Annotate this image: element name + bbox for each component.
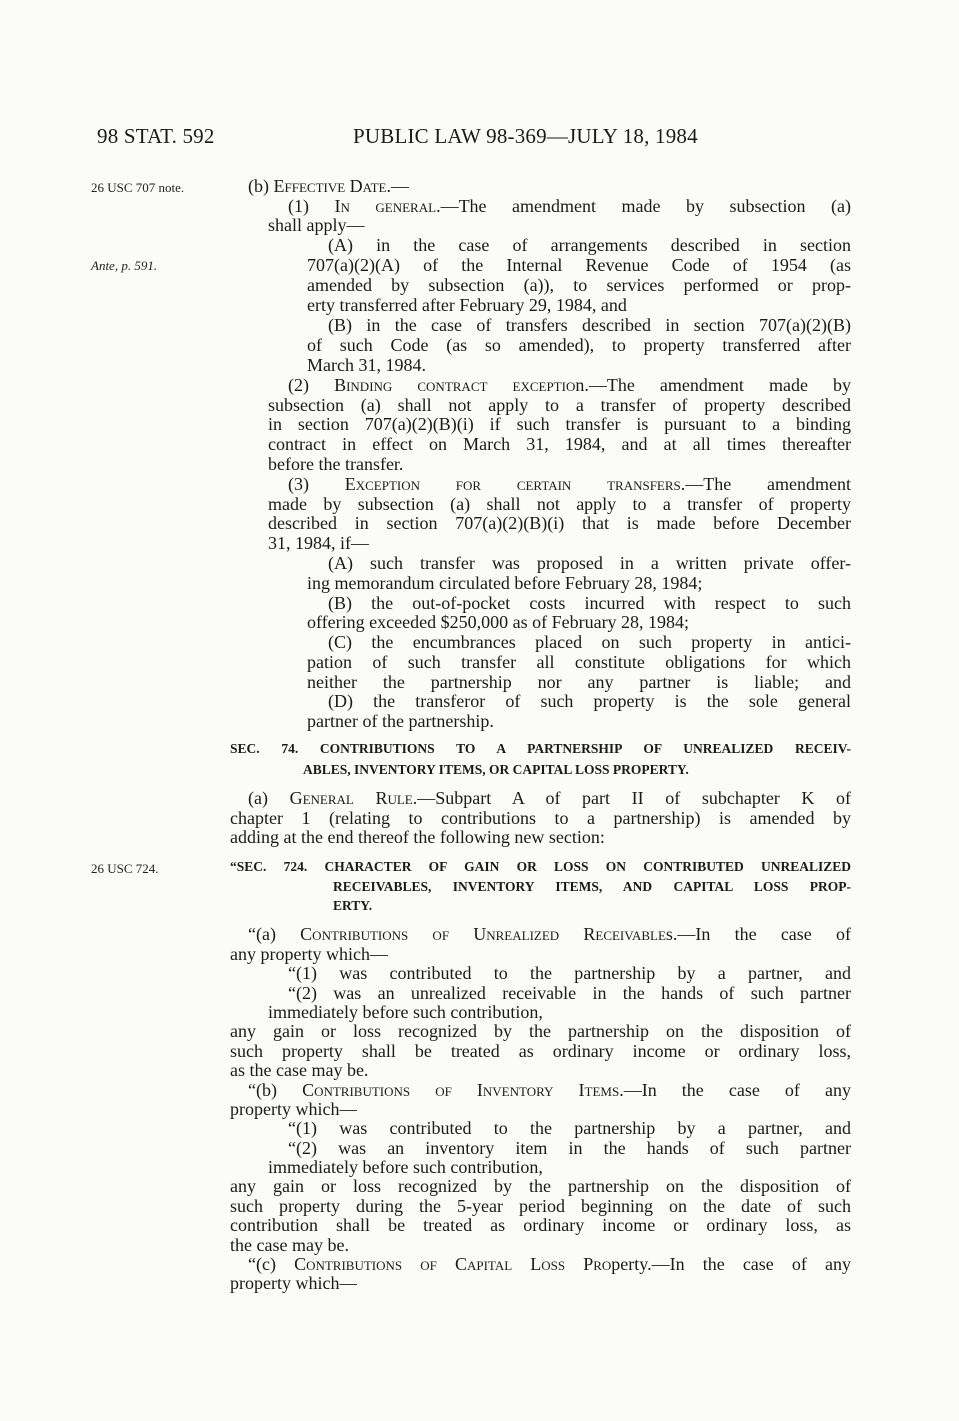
small-caps-heading: Exception for certain transfers. — [344, 474, 686, 494]
small-caps-heading: Effective Date. — [273, 176, 391, 196]
small-caps-heading: Binding contract exceptio — [334, 375, 576, 395]
text-line: contribution shall be treated as ordinary income or ordinary loss, as — [230, 1215, 851, 1235]
running-title: PUBLIC LAW 98-369—JULY 18, 1984 — [353, 124, 698, 148]
section-heading-line: “SEC. 724. CHARACTER OF GAIN OR LOSS ON CONTRIBUTED UNREALIZED — [230, 859, 851, 874]
text-line: 31, 1984, if— — [268, 533, 369, 553]
text-line: chapter 1 (relating to contributions to a partnership) is amended by — [230, 808, 851, 828]
text-line: March 31, 1984. — [307, 355, 426, 375]
section-heading-line: SEC. 74. CONTRIBUTIONS TO A PARTNERSHIP OF UNREALIZED RECEIV- — [230, 741, 851, 756]
small-caps-heading: Contributions of Inventory Items — [302, 1080, 620, 1100]
text-line: made by subsection (a) shall not apply to a transfer of property — [268, 494, 851, 514]
text-line: “(1) was contributed to the partnership by a partner, and — [288, 963, 851, 983]
text-line: the case may be. — [230, 1235, 349, 1255]
text-line: “(a) Contributions of Unrealized Receivables.—In the case of — [248, 924, 851, 944]
text-line: (B) in the case of transfers described in section 707(a)(2)(B) — [328, 315, 851, 335]
text-line: (A) such transfer was proposed in a written private offer- — [328, 553, 851, 573]
text-line: “(b) Contributions of Inventory Items.—In the case of any — [248, 1080, 851, 1100]
text-line: as the case may be. — [230, 1060, 369, 1080]
text-line: (D) the transferor of such property is the sole general — [328, 691, 851, 711]
text-line: described in section 707(a)(2)(B)(i) that is made before December — [268, 513, 851, 533]
margin-note-usc-724: 26 USC 724. — [91, 861, 159, 876]
text-line: before the transfer. — [268, 454, 404, 474]
text-line: amended by subsection (a)), to services performed or prop- — [307, 275, 851, 295]
text-line: pation of such transfer all constitute obligations for which — [307, 652, 851, 672]
text-line: 707(a)(2)(A) of the Internal Revenue Code of 1954 (as — [307, 255, 851, 275]
section-heading-line: RECEIVABLES, INVENTORY ITEMS, AND CAPITAL LOSS PROP- — [333, 879, 851, 894]
text-line: immediately before such contribution, — [268, 1157, 543, 1177]
section-heading-line: ABLES, INVENTORY ITEMS, OR CAPITAL LOSS PROPERTY. — [303, 762, 689, 777]
text-line: such property during the 5-year period beginning on the date of such — [230, 1196, 851, 1216]
text-line: (a) General Rule.—Subpart A of part II of subchapter K of — [248, 788, 851, 808]
text-line: (B) the out-of-pocket costs incurred with respect to such — [328, 593, 851, 613]
stat-page-number: 98 STAT. 592 — [97, 124, 215, 148]
section-heading-line: ERTY. — [333, 898, 373, 913]
small-caps-heading: Contributions of Capital Loss Pro — [294, 1254, 612, 1274]
text-line: shall apply— — [268, 215, 365, 235]
text-line: any gain or loss recognized by the partnership on the disposition of — [230, 1176, 851, 1196]
small-caps-heading: General Rule — [289, 788, 413, 808]
text-line: in section 707(a)(2)(B)(i) if such transfer is pursuant to a binding — [268, 414, 851, 434]
text-line: contract in effect on March 31, 1984, and at all times thereafter — [268, 434, 851, 454]
text-line: of such Code (as so amended), to property transferred after — [307, 335, 851, 355]
text-line: “(2) was an unrealized receivable in the hands of such partner — [288, 983, 851, 1003]
text-line: (A) in the case of arrangements described in section — [328, 235, 851, 255]
small-caps-heading: Contributions of Unrealized Receivable — [300, 924, 666, 944]
text-line: (1) In general.—The amendment made by subsection (a) — [288, 196, 851, 216]
text-line: “(1) was contributed to the partnership by a partner, and — [288, 1118, 851, 1138]
text-line: (C) the encumbrances placed on such property in antici- — [328, 632, 851, 652]
text-line: partner of the partnership. — [307, 711, 494, 731]
text-line: offering exceeded $250,000 as of February 28, 1984; — [307, 612, 690, 632]
small-caps-heading: In general — [334, 196, 437, 216]
text-line: property which— — [230, 1099, 358, 1119]
text-line: such property shall be treated as ordinary income or ordinary loss, — [230, 1041, 851, 1061]
text-line: ing memorandum circulated before February 28, 1984; — [307, 573, 703, 593]
text-line: adding at the end thereof the following new section: — [230, 827, 605, 847]
text-line: erty transferred after February 29, 1984, and — [307, 295, 627, 315]
margin-note-ante: Ante, p. 591. — [91, 258, 158, 273]
text-line: (b) Effective Date.— — [248, 176, 409, 196]
text-line: property which— — [230, 1273, 358, 1293]
text-line: neither the partnership nor any partner is liable; and — [307, 672, 851, 692]
text-line: “(c) Contributions of Capital Loss Property.—In the case of any — [248, 1254, 851, 1274]
text-line: “(2) was an inventory item in the hands of such partner — [288, 1138, 851, 1158]
text-line: any property which— — [230, 944, 388, 964]
text-line: (3) Exception for certain transfers.—The amendment — [288, 474, 851, 494]
text-line: any gain or loss recognized by the partnership on the disposition of — [230, 1021, 851, 1041]
text-line: immediately before such contribution, — [268, 1002, 543, 1022]
margin-note-usc-707: 26 USC 707 note. — [91, 180, 185, 195]
text-line: subsection (a) shall not apply to a transfer of property described — [268, 395, 851, 415]
text-line: (2) Binding contract exception.—The amendment made by — [288, 375, 851, 395]
